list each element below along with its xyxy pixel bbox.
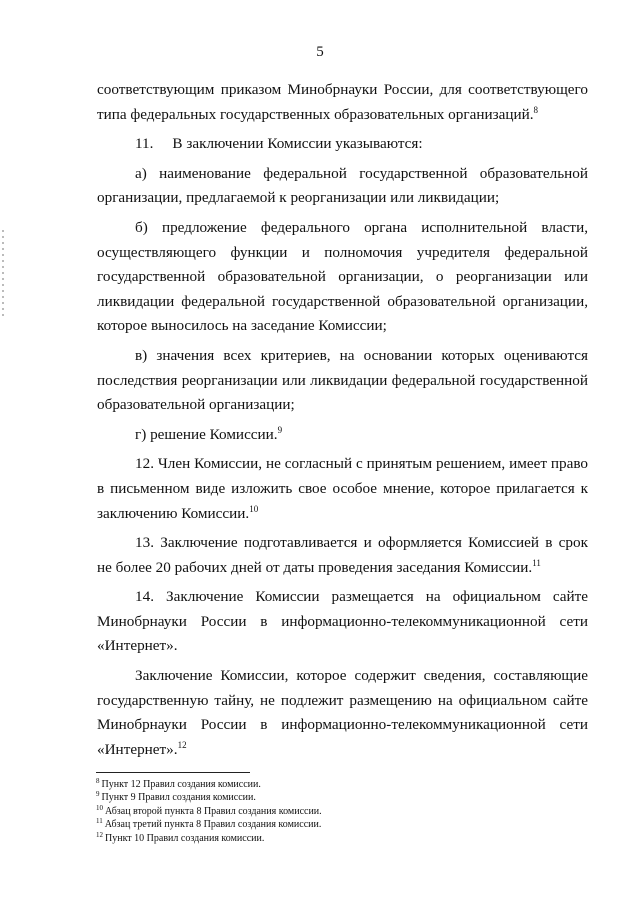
paragraph-text: в) значения всех критериев, на основании которых оцениваются последствия реорганизации или ликвидации федеральной государственной образовательной организации; <box>97 346 588 414</box>
footnote-separator <box>96 772 250 773</box>
paragraph-text: б) предложение федерального органа исполнительной власти, осуществляющего функции и полномочия учредителя федеральной государственной образовательной организации, о реорганизации или ликвидации федеральной государственной образовательной организации, которое выносилось на заседание Комиссии; <box>97 218 588 335</box>
paragraph-text: Заключение Комиссии, которое содержит сведения, составляющие государственную тайну, не подлежит размещению на официальном сайте Минобрнауки России в информационно-телекоммуникационной сети «Интернет». <box>97 667 588 758</box>
paragraph-continuation <box>97 78 588 127</box>
footnote-number: 11 <box>96 817 103 826</box>
scan-edge-marks <box>2 230 4 320</box>
footnote-ref: 9 <box>277 424 283 435</box>
paragraph-text: 12. Член Комиссии, не согласный с принятым решением, имеет право в письменном виде изложить свое особое мнение, которое прилагается к заключению Комиссии. <box>97 455 588 522</box>
footnote-ref: 11 <box>532 557 541 568</box>
footnote-ref: 10 <box>249 503 259 514</box>
paragraph-text: а) наименование федеральной государственной образовательной организации, предлагаемой к реорганизации или ликвидации; <box>97 164 588 207</box>
footnotes <box>96 778 576 845</box>
paragraph-item-13 <box>97 531 588 580</box>
footnote-text: Абзац третий пункта 8 Правил создания комиссии. <box>104 819 322 831</box>
paragraph-subitem-b <box>97 216 588 339</box>
footnote-text: Пункт 12 Правил создания комиссии. <box>101 779 261 790</box>
footnote-12 <box>96 832 576 845</box>
paragraph-subitem-g <box>97 423 588 448</box>
page-number: 5 <box>316 44 324 60</box>
paragraph-item-12 <box>97 452 588 526</box>
paragraph-text: 14. Заключение Комиссии размещается на официальном сайте Минобрнауки России в информационно-телекоммуникационной сети «Интернет». <box>97 588 588 655</box>
paragraph-text: 13. Заключение подготавливается и оформляется Комиссией в срок не более 20 рабочих дней от даты проведения заседания Комиссии. <box>97 534 588 576</box>
footnote-8 <box>96 778 576 791</box>
footnote-10 <box>96 805 576 818</box>
footnote-11 <box>96 818 576 831</box>
footnote-number: 12 <box>96 830 103 839</box>
footnote-number: 8 <box>96 777 100 785</box>
footnote-number: 10 <box>96 803 103 812</box>
paragraph-subitem-v <box>97 344 588 418</box>
body-text <box>97 78 588 767</box>
paragraph-item-11 <box>97 132 588 157</box>
paragraph-item-14 <box>97 585 588 659</box>
paragraph-text: соответствующим приказом Минобрнауки России, для соответствующего типа федеральных государственных образовательных организаций. <box>97 81 588 123</box>
paragraph-text: 11. В заключении Комиссии указываются: <box>135 135 423 153</box>
paragraph-text: г) решение Комиссии. <box>135 425 278 443</box>
footnote-number: 9 <box>96 790 100 799</box>
paragraph-secret-note <box>97 664 588 762</box>
footnote-text: Абзац второй пункта 8 Правил создания комиссии. <box>105 805 322 817</box>
paragraph-subitem-a <box>97 162 588 211</box>
footnote-text: Пункт 9 Правил создания комиссии. <box>101 792 256 804</box>
footnote-text: Пункт 10 Правил создания комиссии. <box>105 832 265 844</box>
footnote-ref: 12 <box>177 739 187 750</box>
footnote-9 <box>96 791 576 804</box>
footnote-ref: 8 <box>533 104 539 115</box>
